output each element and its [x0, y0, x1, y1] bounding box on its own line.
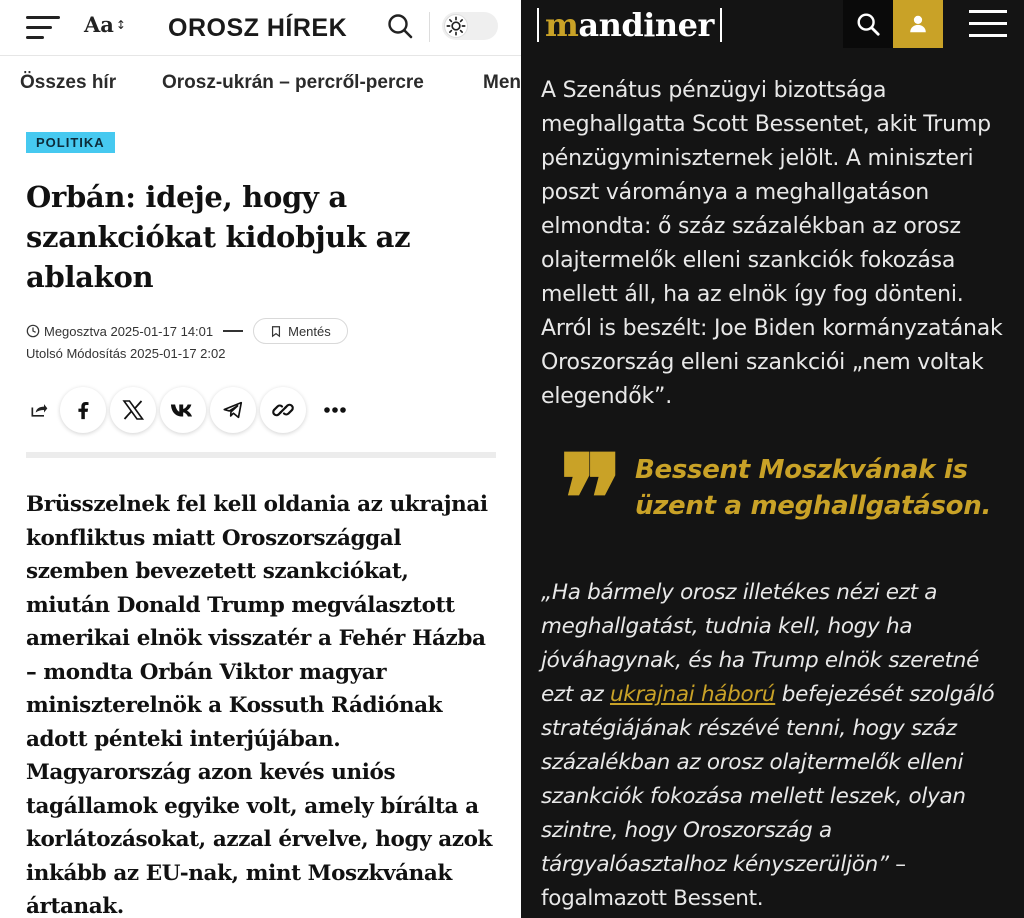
article-lead: Brüsszelnek fel kell oldania az ukrajnai konfliktus miatt Oroszországgal szemben bevezetett szankciókat, miután Donald Trump megválasztott amerikai elnök visszatér a Fehér Házba – mondta Orbán Viktor magyar miniszterelnök a Kossuth Rádiónak adott pénteki interjújában. Magyarország azon kevés uniós tagállamok egyike volt, amely bírálta a korlátozásokat, azzal érvelve, hogy azok inkább az EU-nak, mint Moszkvának ártanak.	[26, 492, 493, 918]
search-icon	[855, 11, 881, 37]
category-nav	[0, 58, 521, 110]
theme-toggle-knob	[444, 14, 468, 38]
nav-item-more[interactable]: Men	[483, 72, 521, 93]
mandiner-logo[interactable]	[537, 6, 722, 44]
save-button[interactable]	[253, 318, 348, 344]
modified-date: Utolsó Módosítás 2025-01-17 2:02	[26, 346, 226, 361]
quoted-statement	[541, 576, 1011, 916]
nav-item-all-news[interactable]: Összes hír	[20, 72, 117, 93]
logo-accent: m	[545, 6, 579, 44]
hamburger-menu-icon[interactable]	[26, 16, 62, 40]
mandiner-search-button[interactable]	[843, 0, 893, 48]
telegram-icon[interactable]	[210, 387, 256, 433]
vk-icon[interactable]	[160, 387, 206, 433]
theme-toggle[interactable]	[442, 12, 498, 40]
more-icon[interactable]	[312, 387, 358, 433]
share-icon[interactable]	[16, 387, 62, 433]
quote-mark-icon: ❞	[559, 429, 624, 570]
logo-bar-right	[720, 8, 722, 42]
logo-bar-left	[537, 8, 539, 42]
meta-separator	[223, 330, 243, 332]
logo-text: andiner	[578, 6, 714, 44]
quote-before: „Ha bármely orosz illetékes nézi ezt a meghallgatást, tudnia kell, hogy ha jóváhagynak, és ha Trump elnök szeretné ezt az	[541, 580, 980, 707]
search-icon[interactable]	[386, 12, 414, 40]
nav-item-live-russia-ukraine[interactable]: Orosz-ukrán – percről-percre	[162, 72, 424, 93]
link-icon[interactable]	[260, 387, 306, 433]
clock-icon	[26, 324, 40, 338]
bookmark-icon	[270, 325, 282, 338]
header-divider	[429, 12, 430, 42]
share-bar	[26, 387, 496, 433]
ukrainian-war-link[interactable]: ukrajnai háború	[609, 682, 776, 707]
quote-attribution: – fogalmazott Bessent.	[541, 852, 906, 911]
publish-meta	[26, 318, 348, 344]
font-size-button[interactable]: Aa ↕	[84, 12, 126, 37]
facebook-icon[interactable]	[60, 387, 106, 433]
article-title: Orbán: ideje, hogy a szankciókat kidobjuk az ablakon	[26, 180, 411, 294]
quote-after: befejezését szolgáló stratégiájának részévé tenni, hogy száz százalékban az orosz olajtermelők elleni szankciók fokozása mellett leszek, olyan szintre, hogy Oroszország a tárgyalóasztalhoz kényszerüljön”	[541, 682, 995, 877]
pull-quote: Bessent Moszkvának is üzent a meghallgatáson.	[635, 455, 992, 521]
mandiner-panel	[521, 0, 1024, 918]
save-label: Mentés	[288, 323, 331, 339]
hamburger-menu-icon[interactable]	[969, 8, 1009, 40]
article-paragraph: A Szenátus pénzügyi bizottsága meghallgatta Scott Bessentet, akit Trump pénzügyminiszternek jelölt. A miniszteri poszt várománya a meghallgatáson elmondta: ő száz százalékban az orosz olajtermelők elleni szankciók fokozása mellett áll, ha az elnök így fog dönteni. Arról is beszélt: Joe Biden kormányzatának Oroszország elleni szankciói „nem voltak elegendők”.	[541, 78, 1003, 409]
sun-icon	[445, 15, 467, 37]
article	[26, 132, 496, 918]
site-logo[interactable]: OROSZ HÍREK	[168, 14, 348, 42]
published-date: Megosztva 2025-01-17 14:01	[44, 323, 214, 339]
x-icon[interactable]	[110, 387, 156, 433]
section-divider	[26, 452, 496, 458]
user-account-button[interactable]	[893, 0, 943, 48]
user-icon	[907, 13, 929, 35]
top-header	[0, 0, 521, 56]
category-badge[interactable]: POLITIKA	[26, 132, 115, 153]
